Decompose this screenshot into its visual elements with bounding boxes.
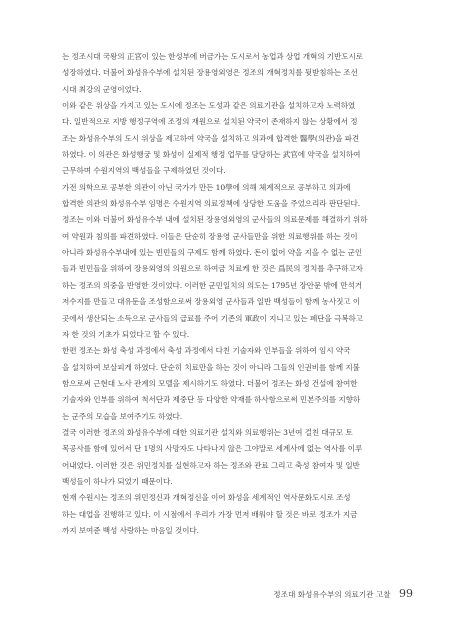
- text-line: 을 설치하여 보살피게 하였다. 단순히 치료만을 하는 것이 아니라 그들의 인권비를 함께 지불: [62, 362, 360, 372]
- text-line: 어내었다. 이러한 것은 위민정치를 실현하고자 하는 정조와 관료 그리고 축성 참여자 및 일반: [62, 460, 360, 470]
- text-line: 정조는 이와 더불어 화성유수부 내에 설치된 장용영외영의 군사들의 의료문제를 해결하기 위하: [62, 215, 368, 225]
- text-line: 합격한 의관의 화성유수부 임명은 수원지역 의료정책에 상당한 도움을 주었으리라 판단된다.: [62, 199, 361, 209]
- text-line: 들과 빈민들을 위하여 장용외영의 의원으로 하여금 치료케 한 것은 爲民의 정치를 추구하고자: [62, 264, 363, 274]
- text-line: 가전 의학으로 공부한 의관이 아닌 국가가 만든 10學에 의해 체계적으로 공부하고 의과에: [62, 182, 351, 192]
- text-line: 근무하며 수원지역의 백성들을 구제하였던 것이다.: [62, 166, 226, 176]
- text-line: 는 군주의 모습을 보여주기도 하였다.: [62, 411, 183, 421]
- text-line: 하는 정조의 의중을 반영한 것이었다. 이러한 군민일치의 의도는 1795년 장안문 밖에 만석거: [62, 280, 362, 290]
- text-line: 시대 최강의 군영이었다.: [62, 84, 142, 94]
- text-line: 저수지를 만들고 대유둔을 조성함으로써 장용외영 군사들과 일반 백성들이 함께 농사짓고 이: [62, 297, 361, 307]
- text-line: 조는 화성유수부의 도시 위상을 제고하여 약국을 설치하고 의과에 합격한 醫學(의관)을 파견: [62, 133, 360, 143]
- page-footer: [273, 587, 413, 600]
- text-line: 목공사를 함에 있어서 단 1명의 사망자도 나타나지 않은 그야말로 세계사에 없는 역사를 이루: [62, 444, 363, 454]
- body-text: [62, 49, 412, 539]
- text-line: 자 한 것의 기초가 되었다고 할 수 있다.: [62, 329, 190, 339]
- text-line: 백성들이 하나가 되었기 때문이다.: [62, 476, 173, 486]
- text-line: 함으로써 근현대 노사 관계의 모델을 제시하기도 하였다. 더불어 정조는 화성 건설에 참여한: [62, 378, 358, 388]
- text-line: 기술자와 인부를 위하여 척서단과 제중단 등 다양한 약재를 하사함으로써 민본주의를 지향하: [62, 395, 361, 405]
- text-line: 성장하였다. 더불어 화성유수부에 설치된 장용영외영은 정조의 개혁정치를 뒷받침하는 조선: [62, 68, 358, 78]
- running-title: 정조대 화성유수부의 의료기관 고찰: [273, 590, 391, 599]
- text-line: 는 정조시대 국왕의 正宮이 있는 한성부에 버금가는 도시로서 농업과 상업 개혁의 기반도시로: [62, 52, 363, 61]
- text-line: 곳에서 생산되는 소득으로 군사들의 급료를 주어 기존의 軍政이 지니고 있는 폐단을 극복하고: [62, 313, 363, 323]
- text-line: 하는 대업을 진행하고 있다. 이 시점에서 우리가 가장 먼저 배워야 할 것은 바로 정조가 지금: [62, 509, 358, 519]
- text-line: 여 약원과 침의를 파견하였다. 이들은 단순히 장용영 군사들만을 위한 의료행위를 하는 것이: [62, 231, 358, 241]
- text-line: 결국 이러한 정조의 화성유수부에 대한 의료기관 설치와 의료행위는 3년여 걸친 대규모 토: [62, 427, 353, 437]
- text-line: 까지 보여준 백성 사랑하는 마음일 것이다.: [62, 525, 199, 535]
- text-line: 하였다. 이 의관은 화성행궁 및 화성이 실제적 행정 업무를 담당하는 武官에 약국을 설치하여: [62, 150, 361, 160]
- page-number: 99: [399, 587, 413, 600]
- text-line: 다. 일반적으로 지방 행정구역에 조정의 재원으로 설치된 약국이 존재하지 않는 상황에서 정: [62, 117, 358, 127]
- text-line: 이와 같은 위상을 가지고 있는 도시에 정조는 도성과 같은 의료기관을 설치하고자 노력하였: [62, 101, 356, 111]
- text-line: 아니라 화성유수부내에 있는 빈민들의 구제도 함께 하였다. 돈이 없어 약을 지을 수 없는 군인: [62, 248, 363, 258]
- text-line: 한편 정조는 화성 축성 과정에서 축성 과정에서 다친 기술자와 인부들을 위하여 임시 약국: [62, 346, 351, 356]
- text-line: 현재 수원시는 정조의 위민정신과 개혁정신을 이어 화성을 세계적인 역사문화도시로 조성: [62, 493, 351, 503]
